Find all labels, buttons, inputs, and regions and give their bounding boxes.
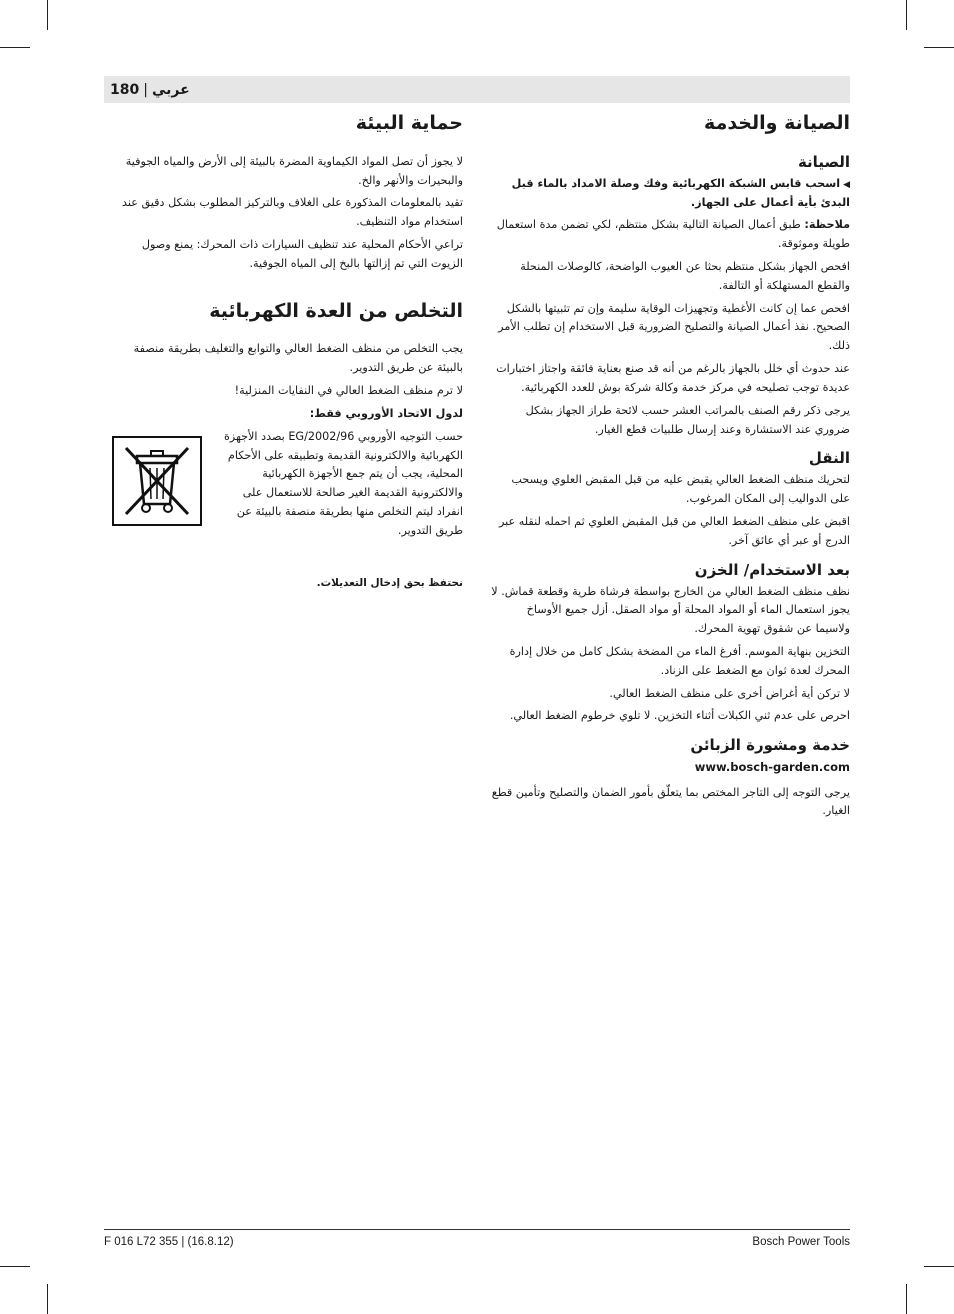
transport-paragraph: لتحريك منظف الضغط العالي يقبض عليه من قبل المقبض العلوي ويسحب على الدواليب إلى المكان المرغوب.: [511, 473, 850, 506]
environment-paragraph: تقيد بالمعلومات المذكورة على الغلاف وبالتركيز المطلوب بشكل دقيق عند استخدام مواد التنظيف.: [122, 196, 463, 229]
footer-document-code: F 016 L72 355 | (16.8.12): [104, 1236, 234, 1248]
page-number: 180: [110, 81, 140, 98]
maintenance-paragraph: افحص الجهاز بشكل منتظم بحثا عن العيوب الواضحة، كالوصلات المنحلة والقطع المستهلكة أو التالفة.: [520, 260, 850, 292]
customer-service-heading: خدمة ومشورة الزبائن: [690, 736, 850, 755]
crop-mark: [0, 47, 30, 48]
bin-graphic: [120, 442, 194, 520]
note-label: ملاحظة:: [804, 218, 850, 232]
page-header: [104, 76, 850, 103]
header-separator: |: [143, 81, 148, 98]
maintenance-paragraph: عند حدوث أي خلل بالجهاز بالرغم من أنه قد صنع بعناية فائقة واجتاز اختبارات عديدة توجب تصليحه في مركز خدمة وكالة شركة بوش للعدد الكهربائية.: [496, 362, 850, 394]
footer-divider: [104, 1229, 850, 1230]
after-use-heading: بعد الاستخدام/ الخزن: [694, 560, 850, 579]
after-use-paragraph: احرص على عدم ثني الكبلات أثناء التخزين. لا تلوي خرطوم الضغط العالي.: [509, 709, 850, 723]
crop-mark: [0, 1266, 30, 1267]
header-language: عربي: [151, 81, 190, 98]
maintenance-paragraph: افحص عما إن كانت الأغطية وتجهيزات الوقاية سليمة وإن تم تثبيتها بالشكل الصحيح. نفذ أعمال الصيانة والتصليح الضرورية قبل الاستخدام إن تطلب الأمر ذلك.: [498, 301, 850, 353]
left-column: [112, 112, 463, 596]
note-text: طبق أعمال الصيانة التالية بشكل منتظم، لكي تضمن مدة استعمال طويلة وموثوقة.: [496, 218, 850, 251]
transport-paragraph: اقبض على منظف الضغط العالي من قبل المقبض العلوي ثم احمله لنقله عبر الدرج أو عبر أي عائق آخر.: [498, 514, 850, 547]
section-spacer: [112, 278, 463, 300]
maintenance-heading: الصيانة: [797, 152, 850, 171]
changes-reserved-note: نحتفظ بحق إدخال التعديلات.: [316, 576, 463, 589]
maintenance-step: [490, 175, 850, 213]
environment-title: حماية البيئة: [355, 112, 463, 134]
after-use-paragraph: نظف منظف الضغط العالي من الخارج بواسطة فرشاة طرية وقطعة قماش. لا يجوز استعمال الماء أو المواد المحلة أو مواد الصقل. أزل جميع الأوساخ ولاسيما عن شقوق تهوية المحرك.: [491, 584, 850, 636]
crop-mark: [47, 1284, 48, 1314]
disposal-title: التخلص من العدة الكهربائية: [209, 299, 463, 322]
crop-mark: [906, 1284, 907, 1314]
transport-heading: النقل: [808, 449, 850, 468]
maintenance-service-title: الصيانة والخدمة: [704, 112, 850, 134]
crop-mark: [47, 0, 48, 30]
disposal-paragraph: يجب التخلص من منظف الضغط العالي والتوابع والتغليف بطريقة منصفة بالبيئة عن طريق التدوير.: [133, 342, 463, 375]
crossed-out-wheelie-bin-icon: [112, 436, 202, 526]
crop-mark: [924, 1266, 954, 1267]
crop-mark: [924, 47, 954, 48]
disposal-paragraph: لا ترم منظف الضغط العالي في النفايات المنزلية!: [234, 384, 463, 398]
environment-paragraph: تراعي الأحكام المحلية عند تنظيف السيارات ذات المحرك: يمنع وصول الزيوت التي تم إزالتها بالبخ إلى المياه الجوفية.: [141, 238, 463, 270]
eu-heading: لدول الاتحاد الأوروبي فقط:: [309, 406, 463, 420]
after-use-paragraph: لا تركن أية أغراض أخرى على منظف الضغط العالي.: [609, 686, 850, 700]
customer-service-paragraph: يرجى التوجه إلى التاجر المختص بما يتعلّق بأمور الضمان والتصليح وتأمين قطع الغيار.: [491, 785, 850, 818]
maintenance-note: [490, 216, 850, 254]
maintenance-paragraph: يرجى ذكر رقم الصنف بالمراتب العشر حسب لائحة طراز الجهاز بشكل ضروري عند الاستشارة وعند إرسال طلبيات قطع الغيار.: [525, 403, 850, 436]
bosch-garden-link[interactable]: www.bosch-garden.com: [694, 760, 850, 775]
environment-paragraph: لا يجوز أن تصل المواد الكيماوية المضرة بالبيئة إلى الأرض والمياه الجوفية والبحيرات والأنهر والخ.: [125, 154, 463, 187]
eu-directive-block: [112, 428, 463, 545]
crop-mark: [906, 0, 907, 30]
eu-directive-text: حسب التوجيه الأوروبي 2002/96/EG بصدد الأجهزة الكهربائية والالكترونية القديمة وتطبيقه على الأحكام المحلية، يجب أن يتم جمع الأجهزة الكهربائية والالكترونية القديمة الغير صالحة للاستعمال على انفراد ليتم التخلص منها بطريقة منصفة بالبيئة عن طريق التدوير.: [223, 429, 463, 537]
footer-brand: Bosch Power Tools: [752, 1236, 850, 1248]
after-use-paragraph: التخزين بنهاية الموسم. أفرغ الماء من المضخة بشكل كامل من خلال إدارة المحرك لعدة ثوان مع الضغط على الزناد.: [509, 645, 850, 677]
maintenance-step-text: اسحب قابس الشبكة الكهربائية وفك وصلة الامداد بالماء قبل البدئ بأية أعمال على الجهاز.: [511, 176, 850, 209]
triangle-bullet-icon: ◀: [843, 179, 850, 190]
right-column: [490, 112, 850, 825]
